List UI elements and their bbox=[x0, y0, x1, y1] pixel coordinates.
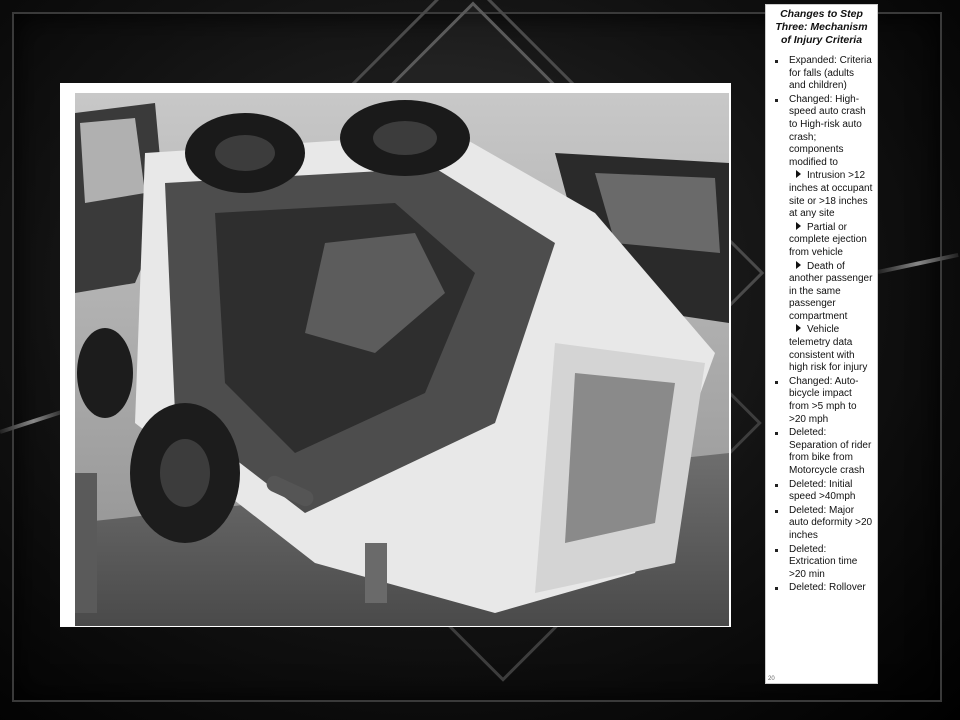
list-item: Deleted: Major auto deformity >20 inches bbox=[770, 505, 873, 543]
sub-list-item bbox=[770, 170, 873, 220]
list-item: Deleted: Initial speed >40mph bbox=[770, 479, 873, 504]
sub-item-text: Intrusion >12 inches at occupant site or >18 inches at any site bbox=[789, 170, 873, 220]
list-item: Expanded: Criteria for falls (adults and children) bbox=[770, 55, 873, 93]
sub-list-item bbox=[770, 324, 873, 374]
criteria-list bbox=[770, 55, 873, 595]
sub-item-text: Vehicle telemetry data consistent with high risk for injury bbox=[789, 324, 868, 374]
list-item: Deleted: Separation of rider from bike from Motorcycle crash bbox=[770, 427, 873, 477]
panel-title: Changes to Step Three: Mechanism of Injury Criteria bbox=[775, 8, 868, 46]
triangle-bullet-icon bbox=[796, 261, 801, 269]
triangle-bullet-icon bbox=[796, 324, 801, 332]
list-item: Changed: Auto-bicycle impact from >5 mph to >20 mph bbox=[770, 376, 873, 426]
page-footer: 20 bbox=[768, 676, 775, 682]
triangle-bullet-icon bbox=[796, 222, 801, 230]
list-item: Deleted: Extrication time >20 min bbox=[770, 544, 873, 582]
sub-list-item bbox=[770, 222, 873, 260]
sub-item-text: Partial or complete ejection from vehicle bbox=[789, 221, 867, 258]
sub-item-text: Death of another passenger in the same passenger compartment bbox=[789, 260, 873, 322]
list-item: Changed: High-speed auto crash to High-risk auto crash; components modified to bbox=[770, 94, 873, 170]
criteria-panel bbox=[765, 4, 878, 684]
overturned-car-photo bbox=[75, 93, 729, 626]
sub-list-item bbox=[770, 261, 873, 324]
triangle-bullet-icon bbox=[796, 170, 801, 178]
list-item: Deleted: Rollover bbox=[770, 582, 873, 595]
